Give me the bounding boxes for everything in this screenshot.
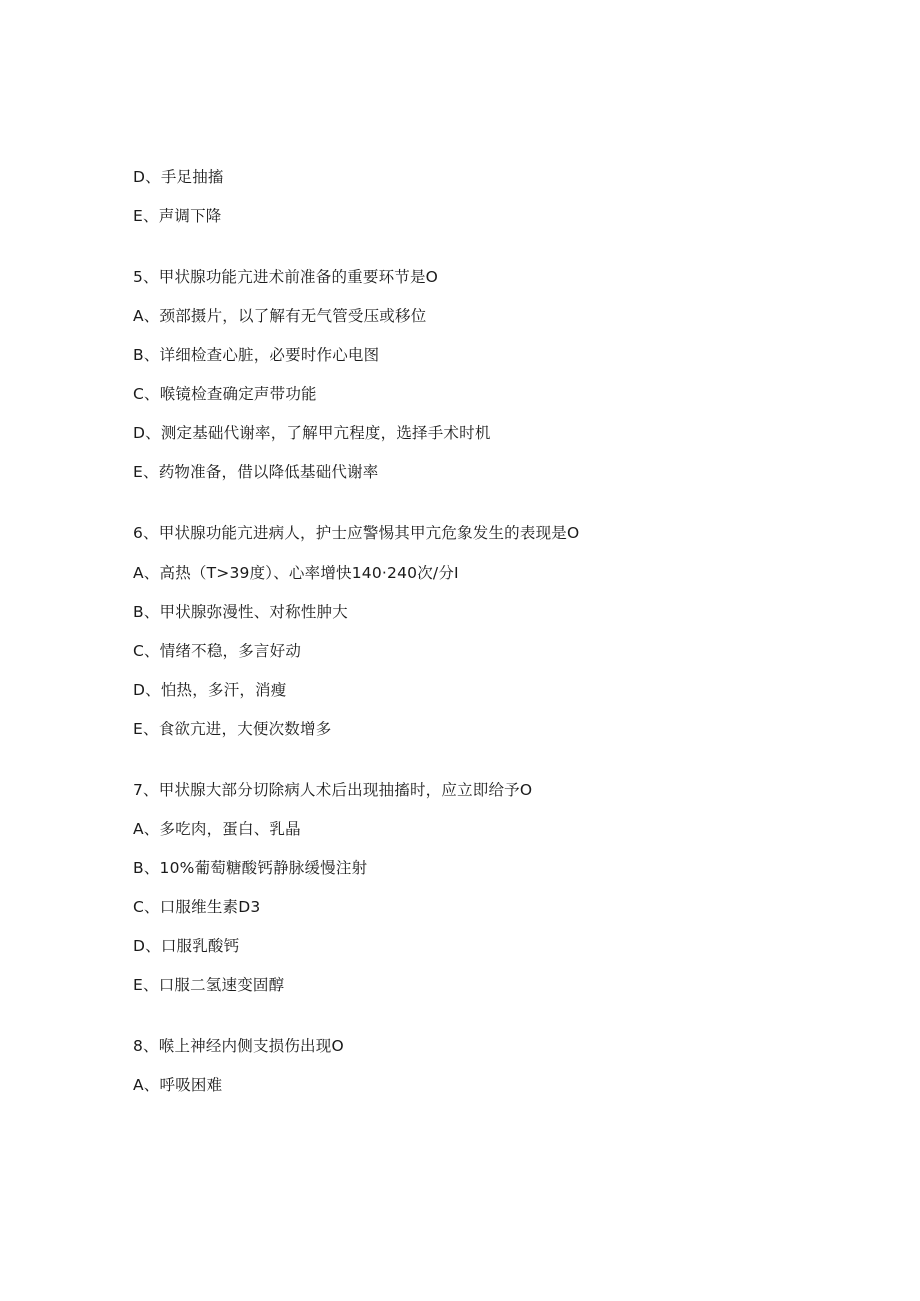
q5-option-b: B、详细检查心脏，必要时作心电图 [133,346,380,364]
q4-option-e: E、声调下降 [133,207,222,225]
q6-option-c: C、情绪不稳，多言好动 [133,642,302,660]
q7-option-d: D、口服乳酸钙 [133,937,240,955]
q5-option-e: E、药物准备，借以降低基础代谢率 [133,463,379,481]
question-6: 6、甲状腺功能亢进病人，护士应警惕其甲亢危象发生的表现是O [133,524,580,542]
q6-option-a: A、高热（T>39度）、心率增快140·240次/分I [133,564,459,582]
question-5: 5、甲状腺功能亢进术前准备的重要环节是O [133,268,439,286]
q6-option-d: D、怕热，多汗，消瘦 [133,681,287,699]
q4-option-d: D、手足抽搐 [133,168,224,186]
q5-option-d: D、测定基础代谢率，了解甲亢程度，选择手术时机 [133,424,491,442]
question-8: 8、喉上神经内侧支损伤出现O [133,1037,344,1055]
question-7: 7、甲状腺大部分切除病人术后出现抽搐时，应立即给予O [133,781,533,799]
q7-option-c: C、口服维生素D3 [133,898,261,916]
q6-option-b: B、甲状腺弥漫性、对称性肿大 [133,603,348,621]
q8-option-a: A、呼吸困难 [133,1076,223,1094]
q5-option-c: C、喉镜检查确定声带功能 [133,385,317,403]
q7-option-e: E、口服二氢速变固醇 [133,976,285,994]
q7-option-a: A、多吃肉，蛋白、乳晶 [133,820,301,838]
q5-option-a: A、颈部摄片，以了解有无气管受压或移位 [133,307,427,325]
q7-option-b: B、10%葡萄糖酸钙静脉缓慢注射 [133,859,368,877]
q6-option-e: E、食欲亢进，大便次数增多 [133,720,332,738]
